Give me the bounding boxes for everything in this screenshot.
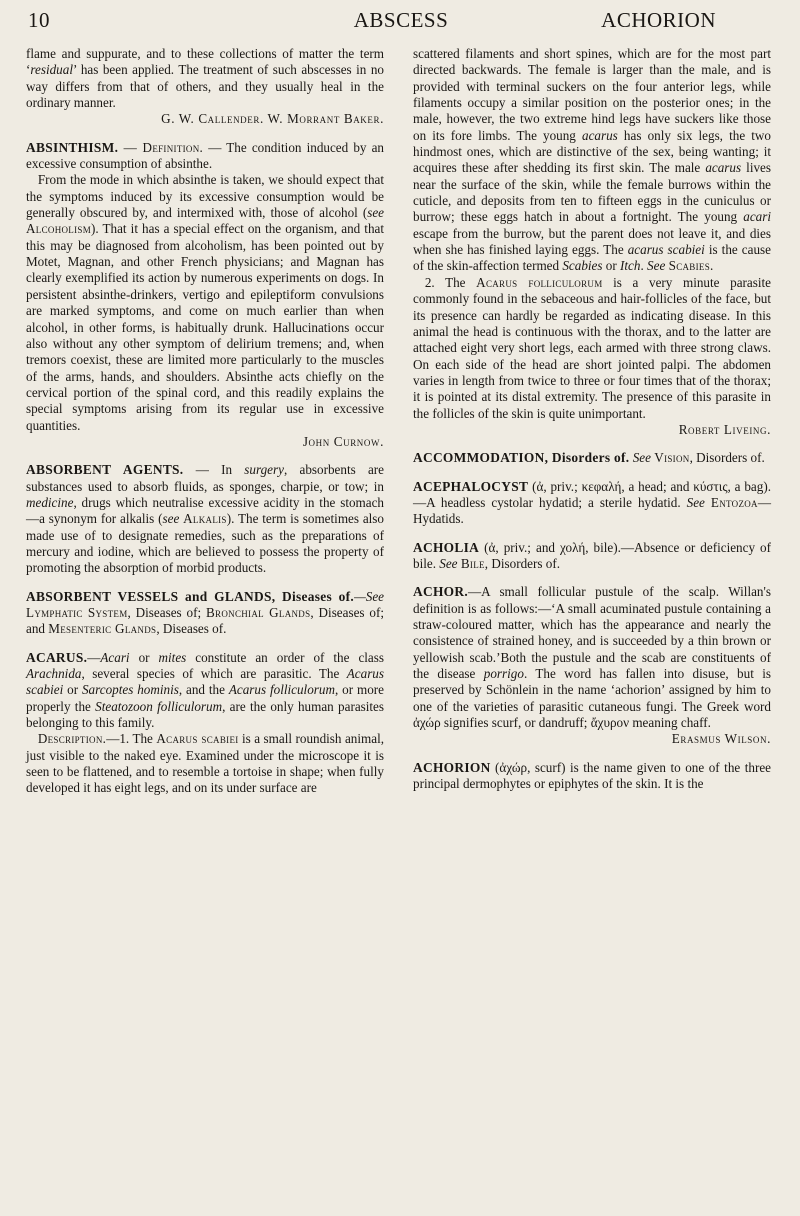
headword-acholia: ACHOLIA <box>413 539 480 555</box>
headword-achor: ACHOR. <box>413 584 468 600</box>
entry-acephalocyst: ACEPHALOCYST (ἀ, priv.; κεφαλή, a head; and κύστις, a bag).—A headless cystolar hydatid; a sterile hydatid. See Entozoa—Hydatids. <box>413 478 771 527</box>
headword-acarus: ACARUS. <box>26 649 88 665</box>
cross-ref-scabies[interactable]: Scabies <box>668 258 711 274</box>
achor-signature: Erasmus Wilson. <box>671 731 771 747</box>
acarus-folliculorum: 2. The Acarus folliculorum is a very minute parasite commonly found in the sebaceous and hair-follicles of the face, but its presence can hardly be regarded as indicating disease. In this animal the head is continuous with the thorax, and to the latter are attached eight very short legs, each armed with three strong claws. On each side of the head are short jointed palpi. The abdomen varies in length from twice to three or four times that of the thorax; it is pointed at its distal extremity. The presence of this parasite in the follicles of the skin is quite unimportant. Robert Liveing. <box>413 274 771 437</box>
cross-ref-bile[interactable]: Bile <box>460 555 485 571</box>
acarus-description: Description.—1. The Acarus scabiei is a small roundish animal, just visible to the naked eye. Examined under the microscope it is seen to be flattened, and to resemble a tortoise in shape; when fully developed it has eight legs, and on its under surface are <box>26 731 385 796</box>
running-header <box>28 8 774 38</box>
headword-absinthism: ABSINTHISM. <box>26 139 119 155</box>
left-running-title: ABSCESS <box>353 8 449 32</box>
abscess-signature: G. W. Callender. W. Morrant Baker. <box>161 111 384 127</box>
entry-achorion: ACHORION (ἀχώρ, scurf) is the name given to one of the three principal dermophytes or epiphytes of the skin. It is the <box>413 759 771 792</box>
cross-ref-lymphatic-system[interactable]: Lymphatic System <box>26 605 128 620</box>
headword-absorbent-vessels: ABSORBENT VESSELS and GLANDS, <box>26 588 276 604</box>
entry-absorbent-agents: ABSORBENT AGENTS. — In surgery, absorbents are substances used to absorb fluids, as sponges, charpie, or tow; in medicine, drugs which neutralise excessive acidity in the stomach—a synonym for alkalis (see Alkalis). The term is sometimes also made use of to designate remedies, such as the preparations of mercury and iodine, which are believed to possess the property of promoting the absorption of morbid products. <box>26 462 384 576</box>
entry-achor: ACHOR.—A small follicular pustule of the scalp. Willan's definition is as follows:—‘A small acuminated pustule containing a straw-coloured matter, which has the appearance and nearly the consistence of strained honey, and is succeeded by a thin brown or yellowish scab.’Both the pustule and the scab are constituents of the disease porrigo. The word has fallen into disuse, but is preserved by Schönlein in the name ‘achorion’ assigned by him to one of the varieties of parasitic cutaneous fungi. The Greek word ἀχώρ signifies scurf, or dandruff; ἄχυρον meaning chaff. Erasmus Wilson. <box>413 584 771 747</box>
abscess-continuation: flame and suppurate, and to these collections of matter the term ‘residual’ has been applied. The treatment of such abscesses in no way differs from that of others, and they usually heal in the ordinary manner. G. W. Callender. W. Morrant Baker. <box>26 46 384 127</box>
absinthism-body: From the mode in which absinthe is taken, we should expect that the symptoms induced by its excessive consumption would be generally obscured by, and intermixed with, those of alcohol (see Alcoholism). That it has a special effect on the organism, and that this may be diagnosed from alcoholism, has been pointed out by Motet, Magnan, and other French physicians; and Magnan has clearly exemplified its action by numerous experiments on dogs. In persistent absinthe-drinkers, vertigo and epileptiform convulsions are marked symptoms, and come on much earlier than when alcohol, in other forms, is habitually drunk. Hallucinations occur also without any other symptom of delirium tremens; and, when tremors coexist, these are limited more particularly to the muscles of the arms, hands, and shoulders. Absinthe acts chiefly on the cervical portion of the spinal cord, and this readily explains the special symptoms arising from its regular use in excessive quantities. John Curnow. <box>26 172 384 449</box>
page-number: 10 <box>28 8 50 32</box>
cross-ref-entozoa[interactable]: Entozoa <box>710 494 758 510</box>
entry-acarus: ACARUS.—Acari or mites constitute an order of the class Arachnida, several species of which are parasitic. The Acarus scabiei or Sarcoptes hominis, and the Acarus folliculorum, or more properly the Steatozoon folliculorum, are the only human parasites belonging to this family. <box>26 649 385 731</box>
cross-ref-alkalis[interactable]: Alkalis <box>183 511 227 527</box>
cross-ref-vision[interactable]: Vision <box>654 450 690 466</box>
acarus-signature: Robert Liveing. <box>678 421 771 437</box>
entry-acholia: ACHOLIA (ἀ, priv.; and χολή, bile).—Absence or deficiency of bile. See Bile, Disorders of. <box>413 539 771 571</box>
absinthism-signature: John Curnow. <box>302 433 384 449</box>
entry-absinthism: ABSINTHISM. — Definition. — The condition induced by an excessive consumption of absinthe. <box>26 139 384 172</box>
entry-accommodation: ACCOMMODATION, Disorders of. See Vision, Disorders of. <box>413 450 765 466</box>
entry-absorbent-vessels: ABSORBENT VESSELS and GLANDS, Diseases of.—See Lymphatic System, Diseases of; Bronchial Glands, Diseases of; and Mesenteric Glands, Diseases of. <box>26 588 384 637</box>
right-column <box>413 46 771 792</box>
cross-ref-bronchial-glands[interactable]: Bronchial Glands <box>205 605 311 620</box>
left-column <box>26 46 384 797</box>
headword-accommodation: ACCOMMODATION, <box>413 450 549 466</box>
headword-acephalocyst: ACEPHALOCYST <box>413 478 529 494</box>
right-running-title: ACHORION <box>601 8 716 32</box>
acarus-continuation: scattered filaments and short spines, which are for the most part directed backwards. The female is larger than the male, and is provided with terminal suckers on the four anterior legs, while filaments occupy a similar position on the posterior ones; in the male, however, the two extreme hind legs have suckers like those on its fore limbs. The young acarus has only six legs, the two hindmost ones, which are distinctive of the sex, being wanting; it acquires these after shedding its first skin. The male acarus lives near the surface of the skin, while the female burrows within the cuticle, and deposits from ten to fifteen eggs in the cuniculus or burrow; these eggs hatch in about a fortnight. The young acari escape from the burrow, but the parent does not leave it, and dies when she has finished laying eggs. The acarus scabiei is the cause of the skin-affection termed Scabies or Itch. See Scabies. <box>413 46 771 274</box>
cross-ref-mesenteric-glands[interactable]: Mesenteric Glands <box>48 621 157 637</box>
headword-absorbent-agents: ABSORBENT AGENTS. <box>26 462 184 478</box>
headword-achorion: ACHORION <box>413 759 491 775</box>
cross-ref-alcoholism[interactable]: Alcoholism <box>26 221 91 237</box>
